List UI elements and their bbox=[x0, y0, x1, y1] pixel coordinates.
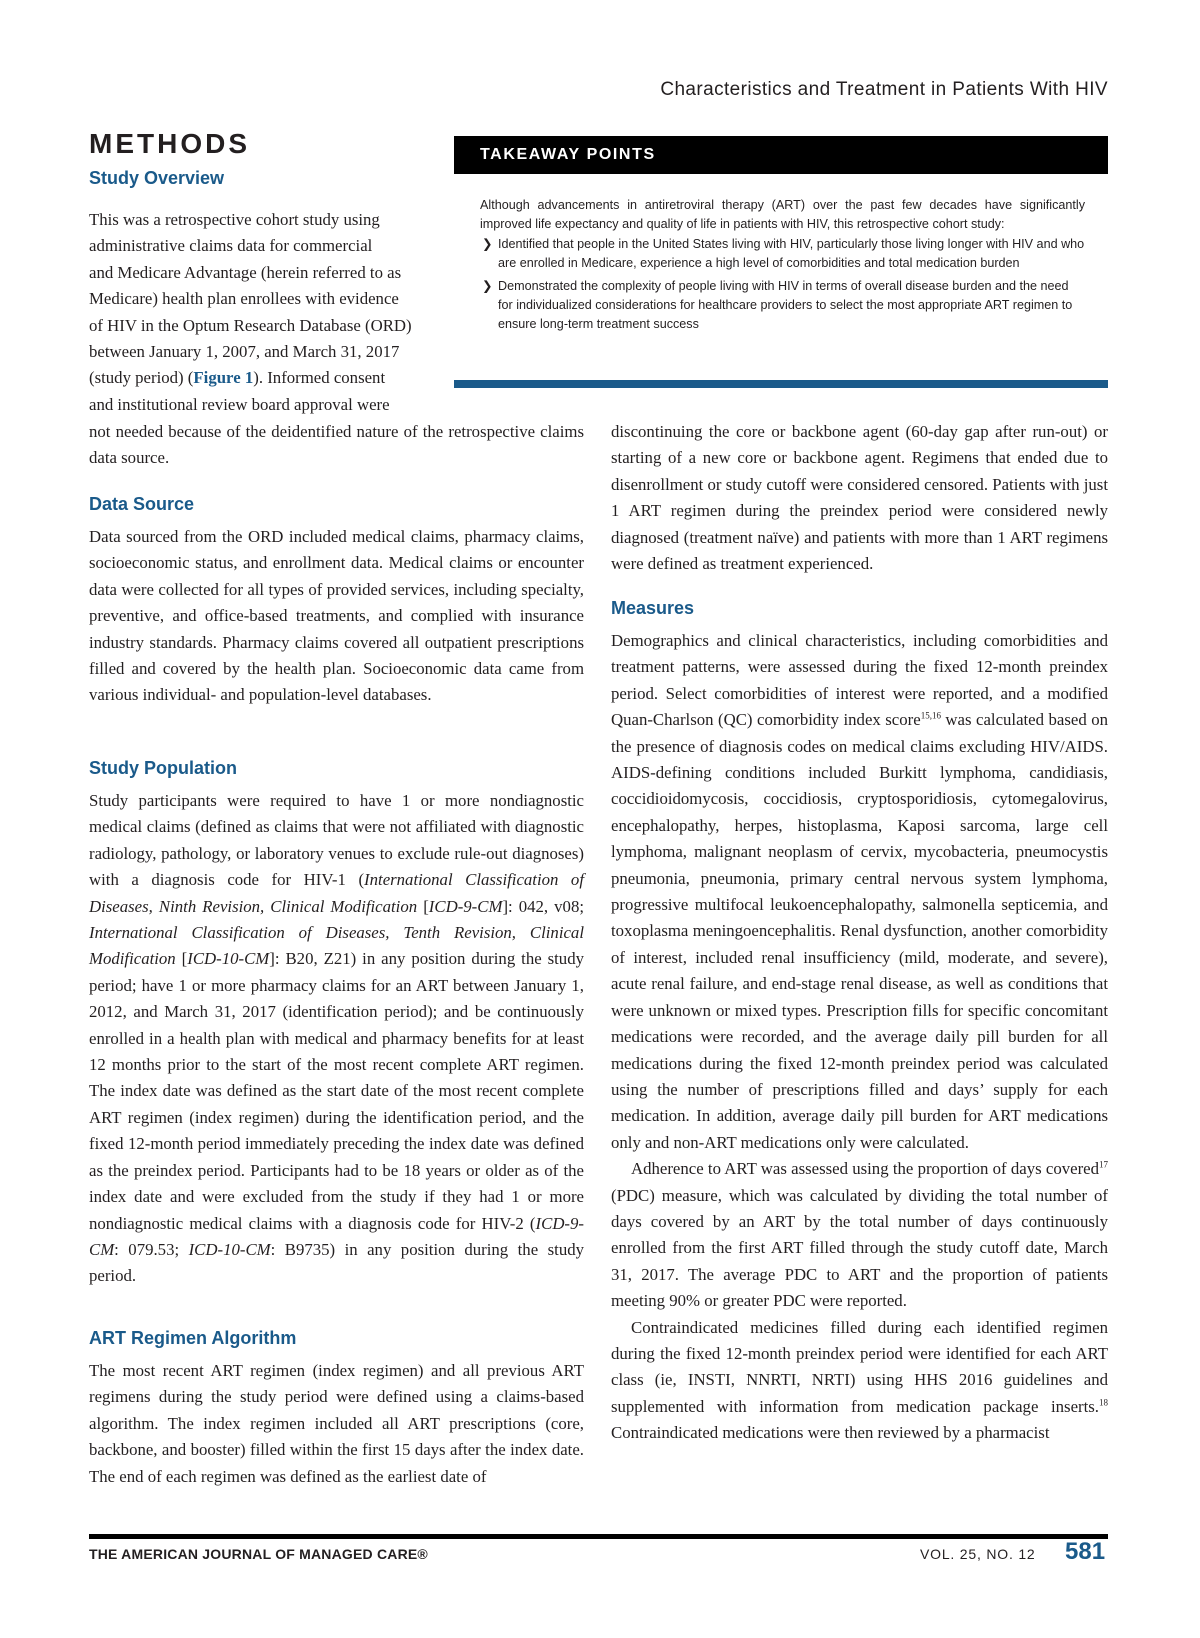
measures-paragraph: Adherence to ART was assessed using the proportion of days covered$^{17}$ (PDC) measure, which was calculated by dividing the total number of days covered by an ART by the total number of days continuously enrolled from the first ART filled through the study cutoff date, March 31, 2017. The average PDC to ART and the proportion of patients meeting 90% or greater PDC were reported. bbox=[611, 1159, 1108, 1311]
measures-paragraph: Contraindicated medicines filled during each identified regimen during the fixed 12-month preindex period were identified for each ART class (ie, INSTI, NNRTI, NRTI) using HHS 2016 guidelines and supplemented with information from medication package inserts.$^{18}$ Contraindicated medications were then reviewed by a pharmacist bbox=[611, 1317, 1108, 1443]
takeaway-bullet bbox=[480, 235, 1085, 273]
footer-rule bbox=[89, 1534, 1108, 1539]
study-overview-paragraph bbox=[89, 207, 428, 418]
text-line: administrative claims data for commercial bbox=[89, 236, 373, 256]
subheading-study-population: Study Population bbox=[89, 758, 237, 778]
text-line: This was a retrospective cohort study using bbox=[89, 210, 380, 229]
figure-1-link[interactable]: Figure 1 bbox=[193, 368, 254, 388]
measures-paragraph: Demographics and clinical characteristics, including comorbidities and treatment patterns, were assessed during the fixed 12-month preindex period. Select comorbidities of interest were reported, and a modified Quan-Charlson (QC) comorbidity index score$^{15,16}$ was calculated based on the presence of diagnosis codes on medical claims excluding HIV/AIDS. AIDS-defining conditions included Burkitt lymphoma, candidiasis, coccidioidomycosis, coccidiosis, cryptosporidiosis, cytomegalovirus, encephalopathy, herpes, histoplasma, Kaposi sarcoma, large cell lymphoma, malignant neoplasm of cervix, mycobacteria, pneumocystis pneumonia, pneumonia, primary central nervous system lymphoma, progressive multifocal leukoencephalopathy, salmonella septicemia, and toxoplasma meningoencephalitis. Renal dysfunction, another comorbidity of interest, included renal insufficiency (mild, moderate, and severe), acute renal failure, and end-stage renal disease, as well as conditions that were unknown or mixed types. Prescription fills for specific concomitant medications were recorded, and the average daily pill burden for all medications during the fixed 12-month preindex period was calculated using the number of prescriptions filled and days’ supply for each medication. In addition, average daily pill burden for ART medications only and non-ART medications only were calculated. bbox=[611, 631, 1108, 1152]
reference-superscript[interactable]: 17 bbox=[1099, 1159, 1108, 1170]
volume-issue: VOL. 25, NO. 12 bbox=[920, 1546, 1036, 1562]
reference-superscript[interactable]: 18 bbox=[1099, 1397, 1108, 1408]
journal-name: THE AMERICAN JOURNAL OF MANAGED CARE® bbox=[89, 1546, 428, 1562]
page-number: 581 bbox=[1065, 1538, 1106, 1565]
takeaway-bottom-rule bbox=[454, 380, 1108, 388]
chevron-right-icon: ❯ bbox=[482, 279, 493, 293]
text-line: and institutional review board approval were bbox=[89, 394, 390, 414]
art-regimen-paragraph: The most recent ART regimen (index regimen) and all previous ART regimens during the study period were defined using a claims-based algorithm. The index regimen included all ART prescriptions (core, backbone, and booster) filled within the first 15 days after the index date. The end of each regimen was defined as the earliest date of bbox=[89, 1361, 584, 1486]
takeaway-bullet-list bbox=[480, 235, 1085, 334]
text-line: of HIV in the Optum Research Database (ORD) bbox=[89, 315, 412, 335]
reference-superscript[interactable]: 15,16 bbox=[920, 710, 941, 721]
takeaway-title: TAKEAWAY POINTS bbox=[480, 146, 656, 163]
study-overview-paragraph-continued: not needed because of the deidentified nature of the retrospective claims data source. bbox=[89, 422, 584, 468]
subheading-study-overview: Study Overview bbox=[89, 168, 225, 188]
running-head: Characteristics and Treatment in Patients With HIV bbox=[660, 79, 1108, 100]
takeaway-bullet bbox=[480, 277, 1085, 334]
text-line: and Medicare Advantage (herein referred to as bbox=[89, 262, 402, 282]
takeaway-bullet-text: Identified that people in the United States living with HIV, particularly those living longer with HIV and who are enrolled in Medicare, experience a high level of comorbidities and total medication burden bbox=[498, 237, 1085, 270]
text-line: (study period) (Figure 1). Informed consent bbox=[89, 368, 386, 388]
data-source-paragraph: Data sourced from the ORD included medical claims, pharmacy claims, socioeconomic status, and enrollment data. Medical claims or encounter data were collected for all types of provided services, including specialty, preventive, and office-based treatments, and complied with insurance industry standards. Pharmacy claims covered all outpatient prescriptions filled and covered by the health plan. Socioeconomic data came from various individual- and population-level databases. bbox=[89, 527, 584, 705]
subheading-data-source: Data Source bbox=[89, 494, 195, 514]
section-heading-methods: METHODS bbox=[89, 128, 250, 159]
subheading-measures: Measures bbox=[611, 598, 695, 618]
study-population-paragraph: Study participants were required to have 1 or more nondiagnostic medical claims (defined as claims that were not affiliated with diagnostic radiology, pathology, or laboratory venues to exclude rule-out diagnoses) with a diagnosis code for HIV-1 (International Classification of Diseases, Ninth Revision, Clinical Modification [ICD-9-CM]: 042, v08; International Classification of Diseases, Tenth Revision, Clinical Modification [ICD-10-CM]: B20, Z21) in any position during the study period; have 1 or more pharmacy claims for an ART between January 1, 2012, and March 31, 2017 (identification period); and be continuously enrolled in a health plan with medical and pharmacy benefits for at least 12 months prior to the start of the most recent complete ART regimen. The index date was defined as the start date of the most recent complete ART regimen (index regimen) during the identification period, and the fixed 12-month period immediately preceding the index date was defined as the preindex period. Participants had to be 18 years or older as of the index date and were excluded from the study if they had 1 or more nondiagnostic medical claims with a diagnosis code for HIV-2 (ICD-9-CM: 079.53; ICD-10-CM: B9735) in any position during the study period. bbox=[89, 791, 585, 1286]
subheading-art-regimen-algorithm: ART Regimen Algorithm bbox=[89, 1328, 297, 1348]
text-line: Medicare) health plan enrollees with evidence bbox=[89, 289, 399, 309]
chevron-right-icon: ❯ bbox=[482, 237, 493, 251]
takeaway-intro: Although advancements in antiretroviral therapy (ART) over the past few decades have significantly improved life expectancy and quality of life in patients with HIV, this retrospective cohort study: bbox=[480, 198, 1085, 231]
art-regimen-paragraph-continued: discontinuing the core or backbone agent (60-day gap after run-out) or starting of a new core or backbone agent. Regimens that ended due to disenrollment or study cutoff were considered censored. Patients with just 1 ART regimen during the preindex period were considered newly diagnosed (treatment naïve) and patients with more than 1 ART regimens were defined as treatment experienced. bbox=[611, 422, 1108, 574]
measures-section bbox=[611, 628, 1108, 1447]
takeaway-bullet-text: Demonstrated the complexity of people living with HIV in terms of overall disease burden and the need for individualized considerations for healthcare providers to select the most appropriate ART regimen to ensure long-term treatment success bbox=[498, 279, 1073, 331]
text-line: between January 1, 2007, and March 31, 2017 bbox=[89, 342, 400, 362]
takeaway-box bbox=[480, 196, 1085, 338]
